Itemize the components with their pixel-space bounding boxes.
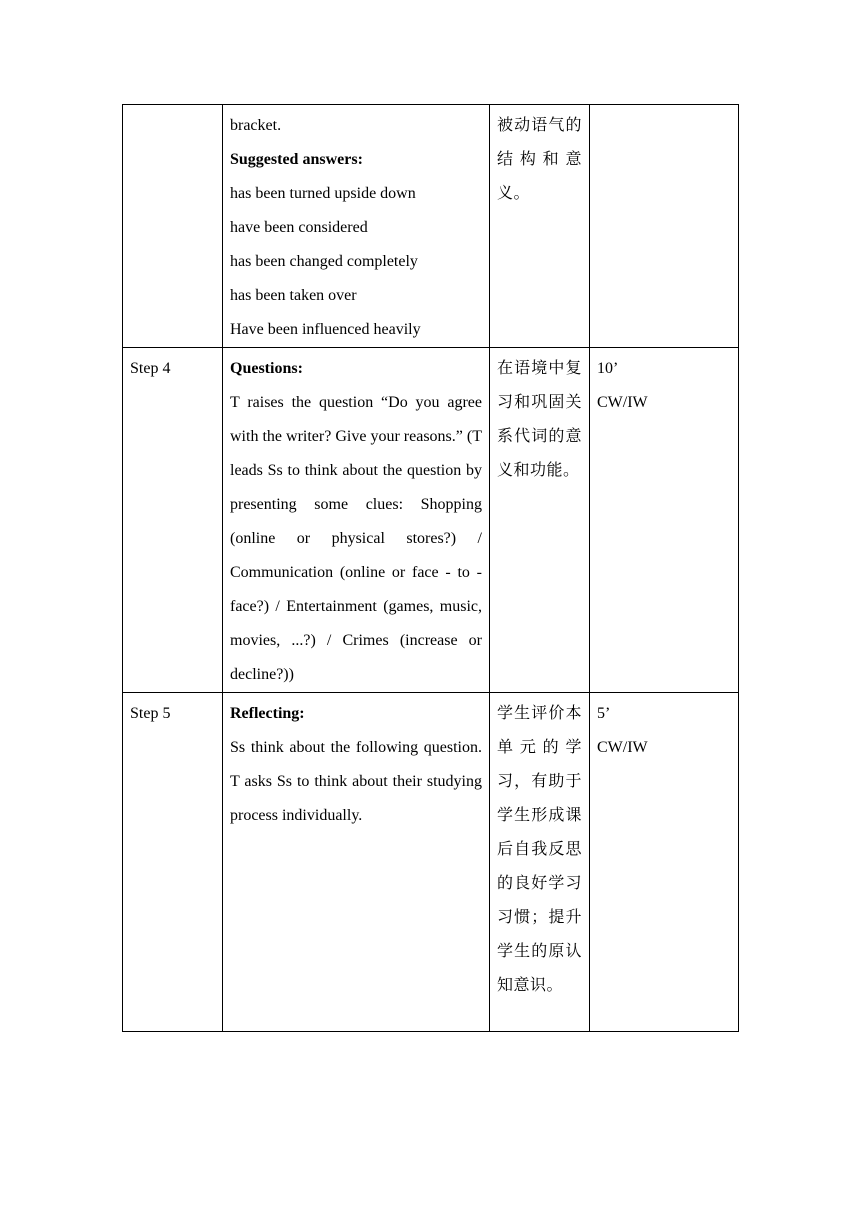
table-row xyxy=(123,693,739,1032)
step-cell xyxy=(123,693,223,1032)
content-body: T raises the question “Do you agree with the writer? Give your reasons.” (T leads Ss to think about the question by presenting some clues: Shopping (online or physical stores?) / Communication (online or face - to - face?) / Entertainment (games, music, movies, ...?) / Crimes (increase or decline?)) xyxy=(230,394,482,683)
content-heading: Reflecting: xyxy=(230,705,305,722)
answer-item: Have been influenced heavily xyxy=(230,321,421,338)
purpose-cell xyxy=(490,105,590,348)
table-row xyxy=(123,348,739,693)
purpose-text: 在语境中复习和巩固关系代词的意义和功能。 xyxy=(497,360,582,479)
time-cell xyxy=(590,348,739,693)
time-cell xyxy=(590,105,739,348)
answer-item: has been taken over xyxy=(230,287,357,304)
lesson-plan-table xyxy=(122,104,739,1032)
mode-text: CW/IW xyxy=(597,394,648,411)
content-cell xyxy=(223,693,490,1032)
content-text: bracket. xyxy=(230,117,282,134)
content-body: Ss think about the following question. T asks Ss to think about their studying process individually. xyxy=(230,739,482,824)
answer-item: have been considered xyxy=(230,219,368,236)
content-cell xyxy=(223,348,490,693)
purpose-text: 学生评价本单元的学习，有助于学生形成课后自我反思的良好学习习惯；提升学生的原认知意识。 xyxy=(497,705,582,994)
mode-text: CW/IW xyxy=(597,739,648,756)
answer-item: has been changed completely xyxy=(230,253,418,270)
time-text: 10’ xyxy=(597,360,619,377)
purpose-cell xyxy=(490,693,590,1032)
step-cell xyxy=(123,348,223,693)
purpose-text: 被动语气的结构和意义。 xyxy=(497,117,582,202)
content-cell xyxy=(223,105,490,348)
table-row xyxy=(123,105,739,348)
content-heading: Questions: xyxy=(230,360,303,377)
purpose-cell xyxy=(490,348,590,693)
content-heading: Suggested answers: xyxy=(230,151,363,168)
step-label: Step 4 xyxy=(130,360,171,377)
step-cell xyxy=(123,105,223,348)
answer-item: has been turned upside down xyxy=(230,185,416,202)
time-text: 5’ xyxy=(597,705,611,722)
step-label: Step 5 xyxy=(130,705,171,722)
time-cell xyxy=(590,693,739,1032)
